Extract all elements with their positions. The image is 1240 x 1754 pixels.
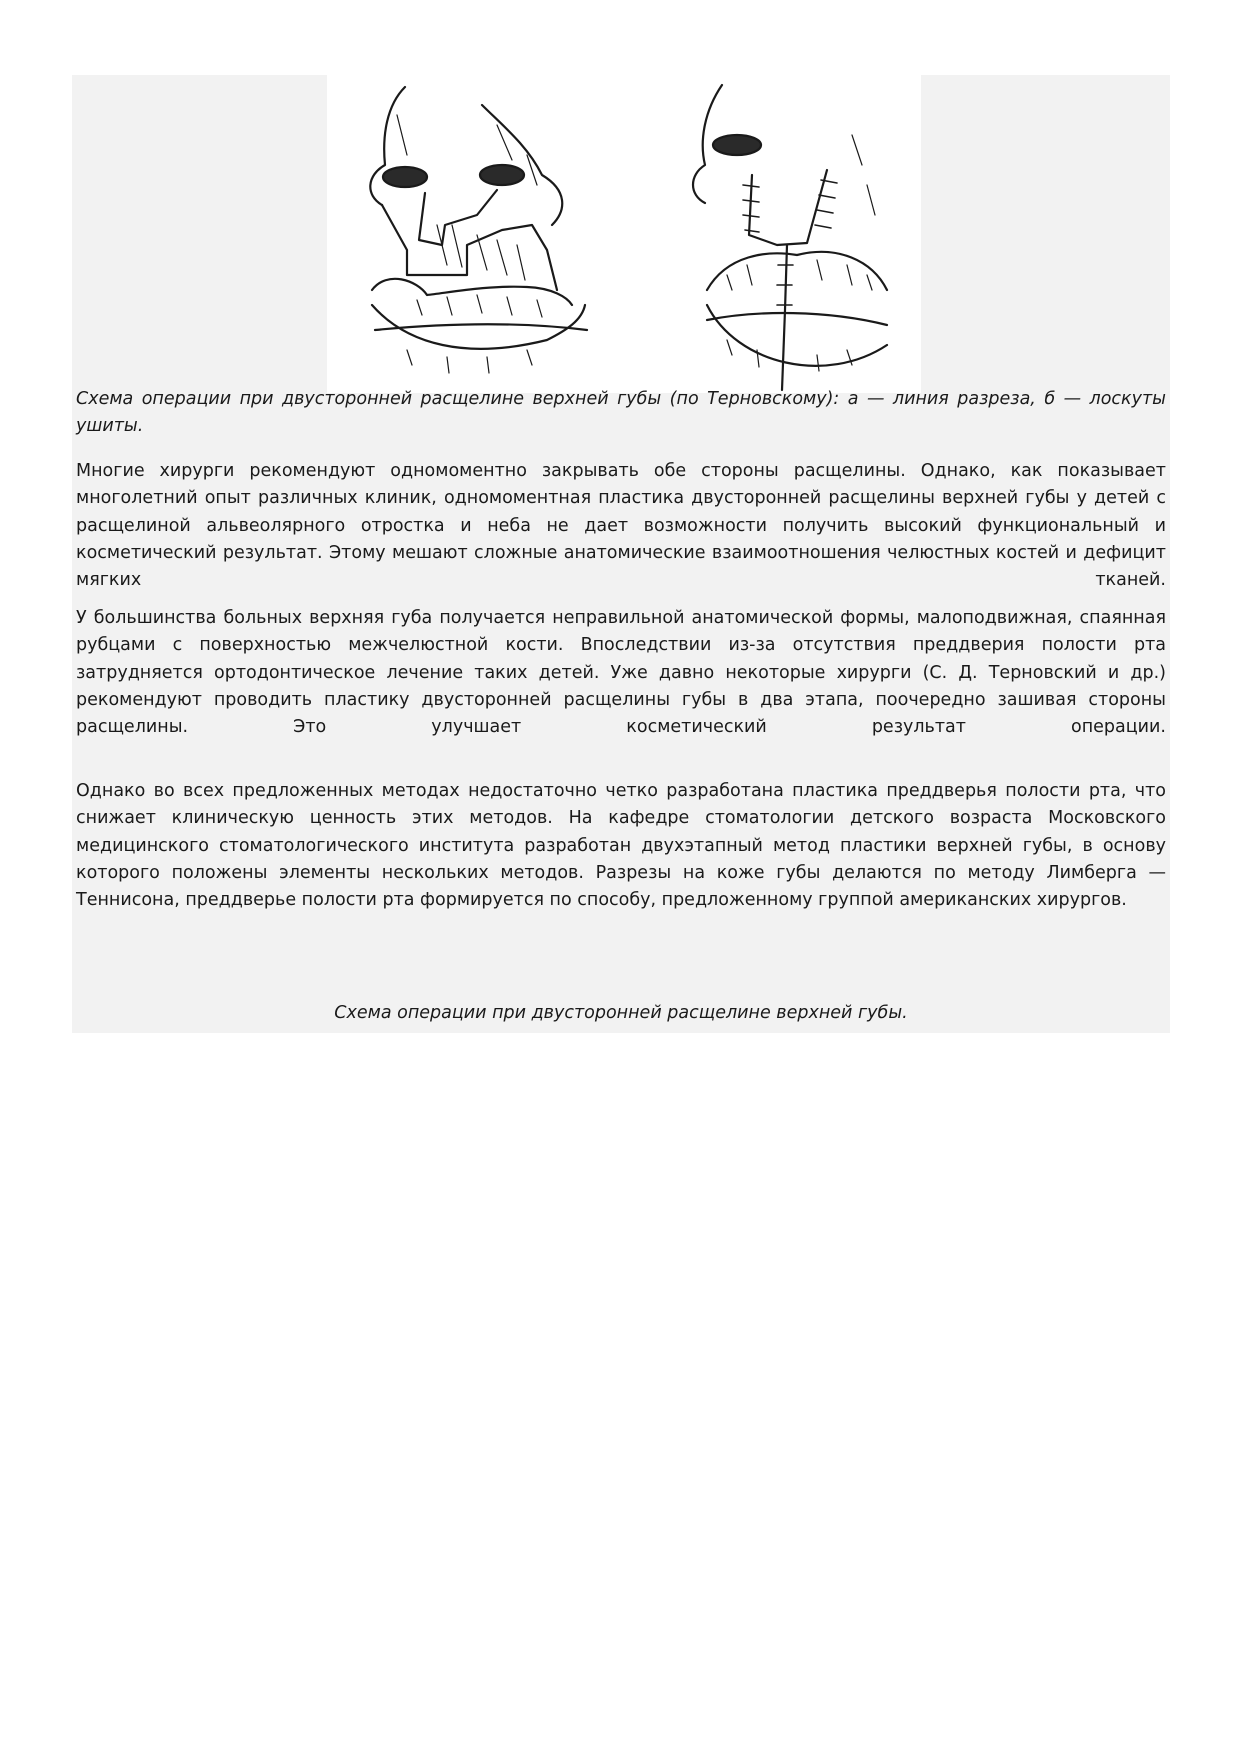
surgery-illustration	[327, 75, 921, 393]
cleft-lip-surgery-illustration-icon	[327, 75, 921, 393]
upper-lip-left	[372, 279, 572, 305]
content-panel	[72, 75, 1170, 1033]
nostril-left	[383, 167, 427, 187]
upper-lip-right	[707, 252, 887, 290]
mouth-line-left	[375, 324, 587, 330]
suture-line-center	[782, 245, 787, 390]
paragraph-1: Многие хирурги рекомендуют одномоментно закрывать обе стороны расщелины. Однако, как показывает многолетний опыт различных клиник, одномоментная пластика двусторонней расщелины верхней губы у детей с расщелиной альвеолярного отростка и неба не дает возможности получить высокий функциональный и косметический результат. Этому мешают сложные анатомические взаимоотношения челюстных костей и дефицит мягких тканей.	[76, 461, 1166, 591]
figure-caption-top: Схема операции при двусторонней расщелине верхней губы (по Терновскому): а — линия разреза, б — лоскуты ушиты.	[76, 389, 1166, 436]
nostril-right-drawing	[713, 135, 761, 155]
mouth-line-right	[707, 313, 887, 325]
paragraph-3: Однако во всех предложенных методах недостаточно четко разработана пластика преддверья полости рта, что снижает клиническую ценность этих методов. На кафедре стоматологии детского возраста Московского медицинского стоматологического института разработан двухэтапный метод пластики верхней губы, в основу которого положены элементы нескольких методов. Разрезы на коже губы делаются по методу Лимберга — Теннисона, преддверье полости рта формируется по способу, предложенному группой американских хирургов.	[76, 781, 1166, 911]
paragraph-2: У большинства больных верхняя губа получается неправильной анатомической формы, малоподвижная, спаянная рубцами с поверхностью межчелюстной кости. Впоследствии из-за отсутствия преддверия полости рта затрудняется ортодонтическое лечение таких детей. Уже давно некоторые хирурги (С. Д. Терновский и др.) рекомендуют проводить пластику двусторонней расщелины губы в два этапа, поочередно зашивая стороны расщелины. Это улучшает косметический результат операции.	[76, 608, 1166, 738]
figure-caption-bottom: Схема операции при двусторонней расщелине верхней губы.	[334, 1003, 908, 1023]
nostril-right	[480, 165, 524, 185]
stitches	[743, 180, 837, 305]
suture-line-left	[749, 170, 827, 245]
